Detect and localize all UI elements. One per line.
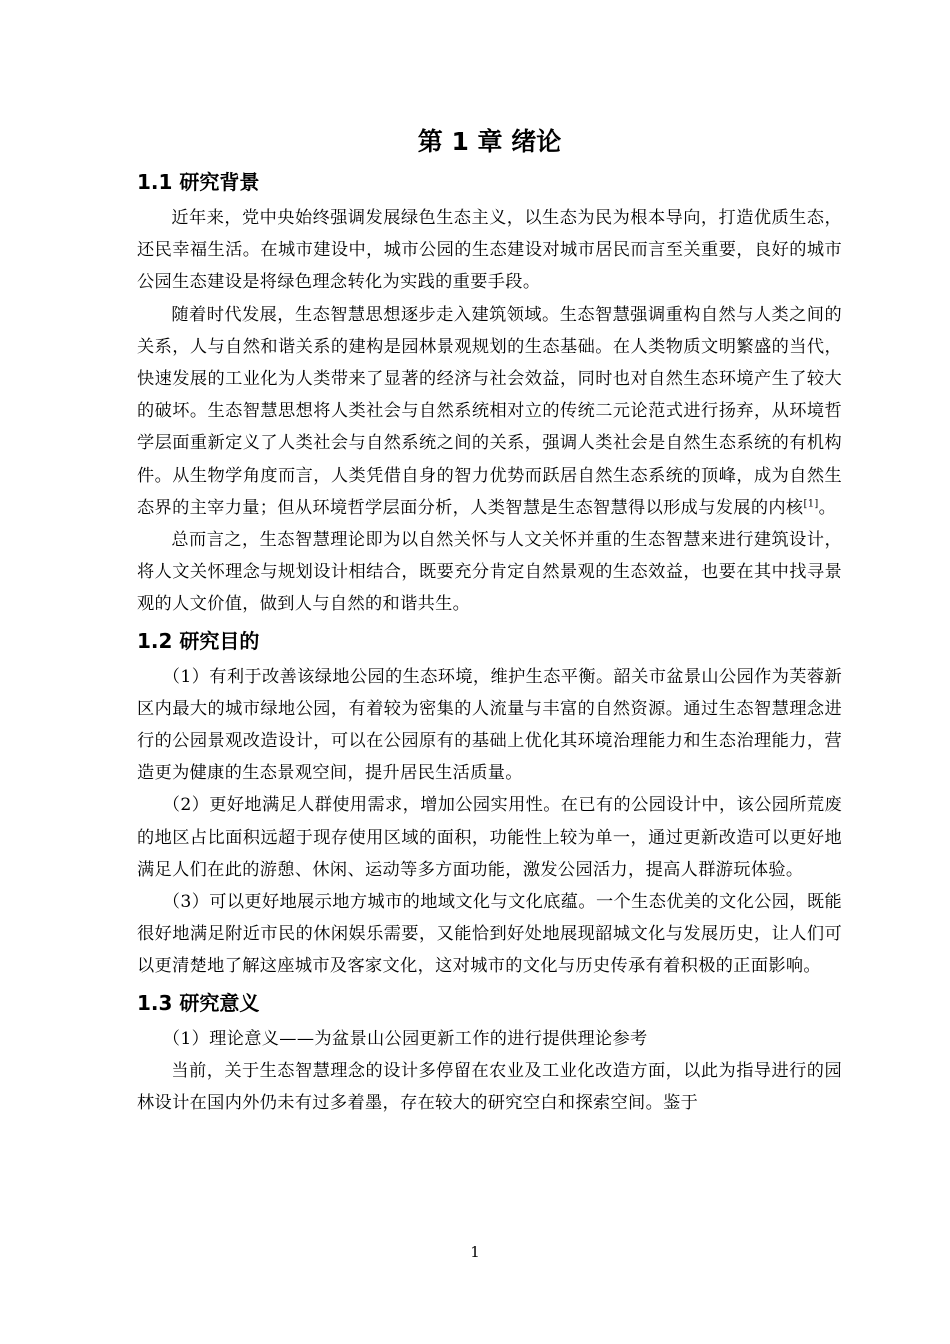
paragraph: 总而言之，生态智慧理论即为以自然关怀与人文关怀并重的生态智慧来进行建筑设计，将人文关怀理念与规划设计相结合，既要充分肯定自然景观的生态效益，也要在其中找寻景观的人文价值，做到人与自然的和谐共生。 <box>137 530 842 615</box>
paragraph: 当前，关于生态智慧理念的设计多停留在农业及工业化改造方面，以此为指导进行的园林设计在国内外仍未有过多着墨，存在较大的研究空白和探索空间。鉴于 <box>137 1060 842 1114</box>
section-heading-significance: 1.3 研究意义 <box>137 990 260 1015</box>
section-heading-background: 1.1 研究背景 <box>137 170 260 194</box>
page-content <box>137 122 842 1119</box>
paragraph-text: 随着时代发展，生态智慧思想逐步走入建筑领域。生态智慧强调重构自然与人类之间的关系，人与自然和谐关系的建构是园林景观规划的生态基础。在人类物质文明繁盛的当代，快速发展的工业化为人类带来了显著的经济与社会效益，同时也对自然生态环境产生了较大的破坏。生态智慧思想将人类社会与自然系统相对立的传统二元论范式进行扬弃，从环境哲学层面重新定义了人类社会与自然系统之间的关系，强调人类社会是自然生态系统的有机构件。从生物学角度而言，人类凭借自身的智力优势而跃居自然生态系统的顶峰，成为自然生态界的主宰力量；但从环境哲学层面分析，人类智慧是生态智慧得以形成与发展的内核 <box>137 304 842 518</box>
paragraph: （1）理论意义——为盆景山公园更新工作的进行提供理论参考 <box>162 1028 648 1049</box>
chapter-title: 第 1 章 绪论 <box>417 127 562 156</box>
page-number: 1 <box>470 1243 480 1261</box>
paragraph: （1）有利于改善该绿地公园的生态环境，维护生态平衡。韶关市盆景山公园作为芙蓉新区内最大的城市绿地公园，有着较为密集的人流量与丰富的自然资源。通过生态智慧理念进行的公园景观改造设计，可以在公园原有的基础上优化其环境治理能力和生态治理能力，营造更为健康的生态景观空间，提升居民生活质量。 <box>137 666 842 784</box>
paragraph-end-punctuation: 。 <box>818 497 837 518</box>
paragraph: 近年来，党中央始终强调发展绿色生态主义，以生态为民为根本导向，打造优质生态，还民幸福生活。在城市建设中，城市公园的生态建设对城市居民而言至关重要，良好的城市公园生态建设是将绿色理念转化为实践的重要手段。 <box>137 208 842 293</box>
section-heading-purpose: 1.2 研究目的 <box>137 628 260 653</box>
citation-reference[interactable]: [1] <box>803 498 819 510</box>
paragraph: （2）更好地满足人群使用需求，增加公园实用性。在已有的公园设计中，该公园所荒废的地区占比面积远超于现存使用区域的面积，功能性上较为单一，通过更新改造可以更好地满足人们在此的游憩、休闲、运动等多方面功能，激发公园活力，提高人群游玩体验。 <box>137 795 842 880</box>
paragraph <box>137 299 842 524</box>
paragraph: （3）可以更好地展示地方城市的地域文化与文化底蕴。一个生态优美的文化公园，既能很好地满足附近市民的休闲娱乐需要，又能恰到好处地展现韶城文化与发展历史，让人们可以更清楚地了解这座城市及客家文化，这对城市的文化与历史传承有着积极的正面影响。 <box>137 892 842 977</box>
